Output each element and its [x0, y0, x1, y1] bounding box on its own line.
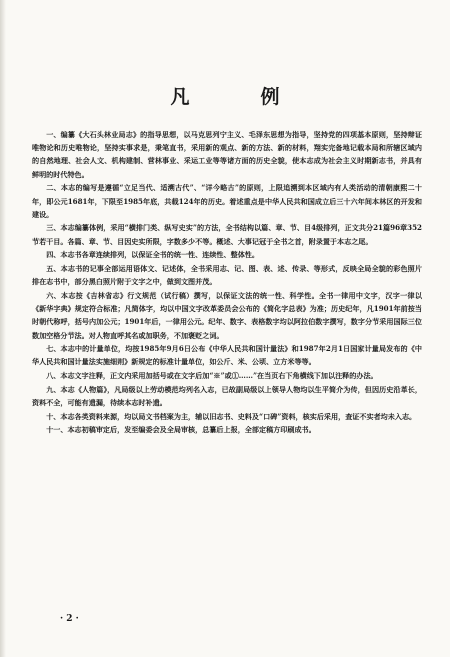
page-title: 凡 例: [170, 86, 306, 108]
paragraph-8: 八、本志文字注释，正文内采用加括号或在文字后加“※”或①……”在当页右下角横线下加以注释的办法。: [46, 371, 378, 381]
paragraph-5: 五、本志书的记事全部运用语体文、记述体，全书采用志、记、图、表、述、传录、等形式，反映全局全貌的彩色照片排在志书中，部分黑白照片附于文字之中，做到文图并茂。: [32, 264, 422, 287]
paragraph-3: 三、本志编纂体例，采用“横排门类、纵写史实”的方法，全书结构以篇、章、节、目4级排列，正文共分21篇96章352节若干目。各篇、章、节、目因史实所限，字数多少不等。概述、大事记冠于全书之首，附录置于本志之尾。: [32, 223, 422, 246]
paragraph-9: 九、本志《人物篇》，凡局级以上劳动模范均列名入志，已故副局级以上领导人物均以生平简介为传，但因历史沿革长，资料不全，可能有遗漏，待续本志时补遗。: [32, 384, 422, 408]
document-body: [32, 128, 422, 437]
paragraph-4: 四、本志书各章连续排列，以保证全书的统一性、连续性、整体性。: [46, 250, 259, 260]
paragraph-1: 一、编纂《大石头林业局志》的指导思想，以马克思列宁主义、毛泽东思想为指导，坚持党的四项基本原则，坚持辩证唯物论和历史唯物论，坚持实事求是，秉笔直书，采用新的观点、新的方法、新的材料，翔实完备地记载本局和所辖区域内的自然地理、社会人文、机构建制、营林事业、采运工业等等诸方面的历史全貌，使本志成为社会主义时期新志书，并具有鲜明的时代特色。: [32, 130, 422, 179]
page-number: · 2 ·: [60, 614, 79, 624]
paragraph-11: 十一、本志初稿审定后，发至编委会及全局审核，总纂后上报，全部定稿方印刷成书。: [46, 425, 316, 435]
paragraph-6: 六、本志按《吉林省志》行文规范（试行稿）撰写，以保证文法的统一性、科学性。全书一律用中文字，汉字一律以《新华字典》规定符合标准；凡简体字，均以中国文字改革委员会公布的《简化字总表》为准；历史纪年，凡1901年前按当时朝代称呼，括号内加公元；1901年后，一律用公元。纪年、数字、表格数字均以阿拉伯数字撰写，数字分节采用国际三位数加空格分节法。对人物直呼其名或加职务，不加褒贬之词。: [32, 290, 422, 340]
paragraph-7: 七、本志中的计量单位，均按1985年9月6日公布《中华人民共和国计量法》和1987年2月1日国家计量局发布的《中华人民共和国计量法实施细则》新规定的标准计量单位，如公斤、米、公顷、立方米等等。: [32, 344, 422, 367]
paragraph-10: 十、本志各类资料来源，均以局文书档案为主，辅以旧志书、史料及“口碑”资料，核实后采用，查证不实者均未入志。: [46, 411, 417, 421]
paragraph-2: 二、本志的编写是遵循“立足当代、适溯古代”、“详今略古”的原则，上限追溯到本区域内有人类活动的清朝康熙二十年，即公元1681年，下限至1985年底，共载124年的历史。着述重点是中华人民共和国成立后三十六年间本林区的开发和建设。: [32, 183, 422, 219]
